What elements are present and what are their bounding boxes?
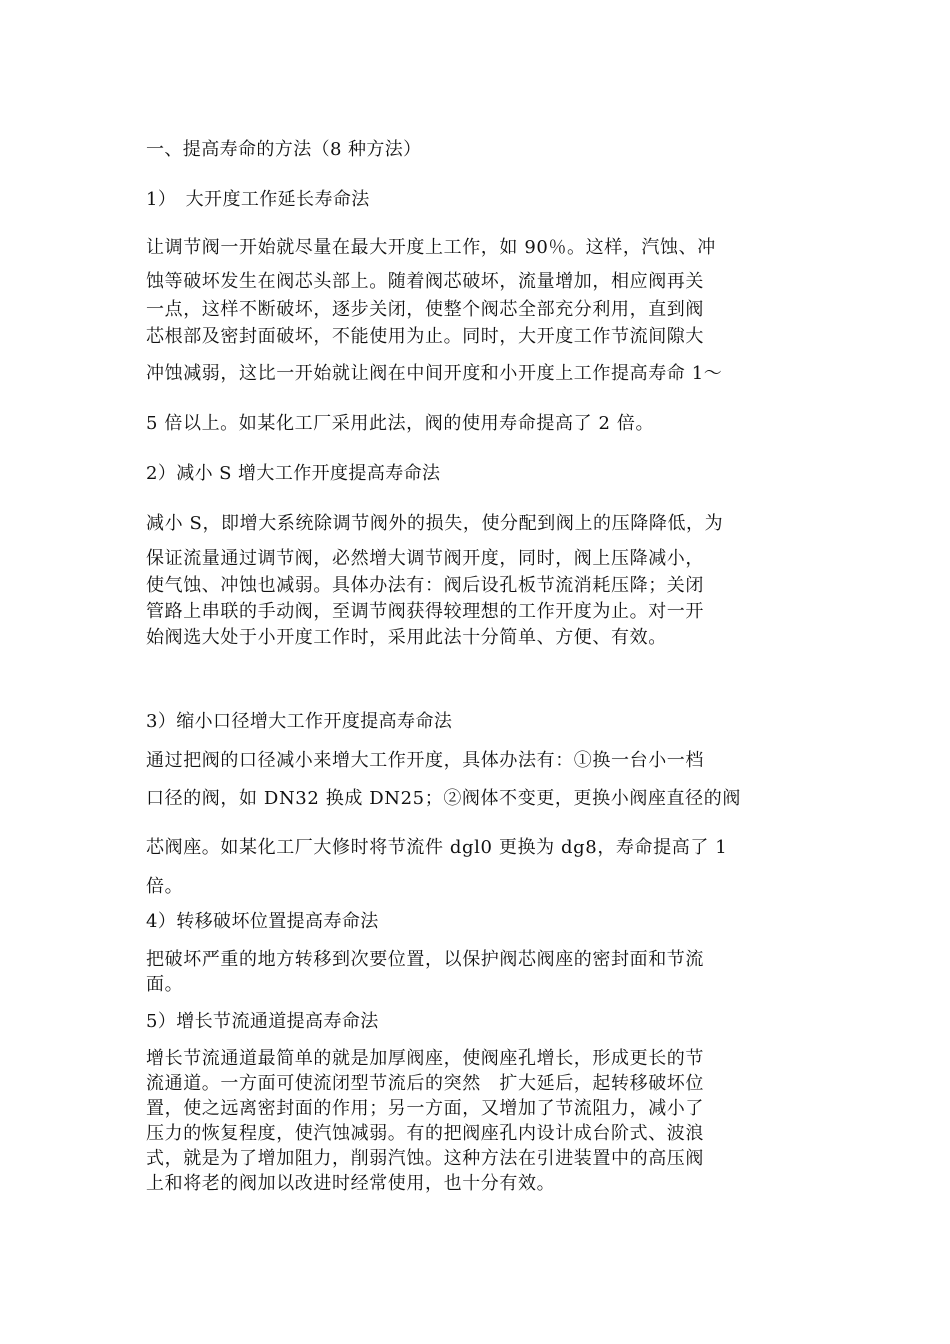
section-4-line-2: 面。 xyxy=(146,974,184,995)
section-1-line-4: 芯根部及密封面破坏，不能使用为止。同时，大开度工作节流间隙大 xyxy=(146,326,704,347)
section-5-line-6: 上和将老的阀加以改进时经常使用，也十分有效。 xyxy=(146,1173,556,1194)
section-3-line-3: 芯阀座。如某化工厂大修时将节流件 dgl0 更换为 dg8，寿命提高了 1 xyxy=(146,837,728,858)
section-2-line-2: 保证流量通过调节阀，必然增大调节阀开度，同时，阀上压降减小， xyxy=(146,548,704,569)
section-3-line-4: 倍。 xyxy=(146,876,184,897)
section-5-line-1: 增长节流通道最简单的就是加厚阀座，使阀座孔增长，形成更长的节 xyxy=(146,1048,704,1069)
section-1-line-3: 一点，这样不断破坏，逐步关闭，使整个阀芯全部充分利用，直到阀 xyxy=(146,299,704,320)
section-4-line-1: 把破坏严重的地方转移到次要位置，以保护阀芯阀座的密封面和节流 xyxy=(146,949,704,970)
section-3-heading: 3）缩小口径增大工作开度提高寿命法 xyxy=(146,711,453,732)
section-2-line-1: 减小 S，即增大系统除调节阀外的损失，使分配到阀上的压降降低，为 xyxy=(146,513,724,534)
section-1-line-6: 5 倍以上。如某化工厂采用此法，阀的使用寿命提高了 2 倍。 xyxy=(146,413,655,434)
section-4-heading: 4）转移破坏位置提高寿命法 xyxy=(146,911,379,932)
section-2-line-4: 管路上串联的手动阀，至调节阀获得较理想的工作开度为止。对一开 xyxy=(146,601,704,622)
section-3-line-1: 通过把阀的口径减小来增大工作开度，具体办法有：①换一台小一档 xyxy=(146,750,704,771)
section-5-line-2: 流通道。一方面可使流闭型节流后的突然 扩大延后，起转移破坏位 xyxy=(146,1073,704,1094)
section-2-heading: 2）减小 S 增大工作开度提高寿命法 xyxy=(146,463,441,484)
section-1-heading: 1） 大开度工作延长寿命法 xyxy=(146,189,370,210)
section-2-line-3: 使气蚀、冲蚀也减弱。具体办法有：阀后设孔板节流消耗压降；关闭 xyxy=(146,575,704,596)
section-2-line-5: 始阀选大处于小开度工作时，采用此法十分简单、方便、有效。 xyxy=(146,627,667,648)
section-5-line-5: 式，就是为了增加阻力，削弱汽蚀。这种方法在引进装置中的高压阀 xyxy=(146,1148,704,1169)
section-3-line-2: 口径的阀，如 DN32 换成 DN25；②阀体不变更，更换小阀座直径的阀 xyxy=(146,788,741,809)
section-1-line-5: 冲蚀减弱，这比一开始就让阀在中间开度和小开度上工作提高寿命 1～ xyxy=(146,363,723,384)
section-5-line-4: 压力的恢复程度，使汽蚀减弱。有的把阀座孔内设计成台阶式、波浪 xyxy=(146,1123,704,1144)
section-1-line-1: 让调节阀一开始就尽量在最大开度上工作，如 90％。这样，汽蚀、冲 xyxy=(146,237,716,258)
section-1-line-2: 蚀等破坏发生在阀芯头部上。随着阀芯破坏，流量增加，相应阀再关 xyxy=(146,271,704,292)
document-title: 一、提高寿命的方法（8 种方法） xyxy=(146,139,422,160)
section-5-line-3: 置，使之远离密封面的作用；另一方面，又增加了节流阻力，减小了 xyxy=(146,1098,704,1119)
section-5-heading: 5）增长节流通道提高寿命法 xyxy=(146,1011,379,1032)
